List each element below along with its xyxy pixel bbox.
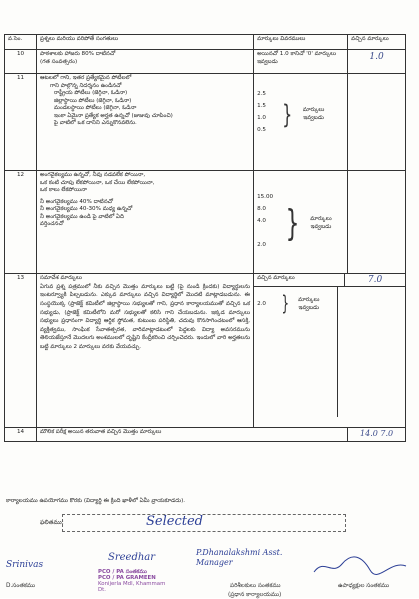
mark-value <box>257 230 281 242</box>
marks-label: మార్కులు ఇవ్వబడు <box>298 297 320 311</box>
row-line: ఆటలలో గాని, ఇతర ప్రత్యేకమైన పోటీలలో <box>40 75 132 81</box>
row-no: 14 <box>5 428 37 442</box>
row-no: 10 <box>5 50 37 74</box>
table-row <box>5 274 406 428</box>
table-row <box>5 428 406 442</box>
row-line: గాని పాల్గొన్న నిదర్శనం ఉండినచో <box>50 82 122 89</box>
row-no: 12 <box>5 171 37 274</box>
handwritten-mark: 1.0 <box>369 52 384 62</box>
row-got <box>348 428 406 442</box>
result-box <box>62 514 346 532</box>
mark-value: 0.5 <box>257 127 266 133</box>
table-row <box>5 74 406 171</box>
row-line: వర్తించనచో <box>40 221 64 228</box>
row-line: ఇంకా ఏమైనా ప్రత్యేక అర్హత ఉన్నచో (జుజువు చూపించి) <box>54 112 173 119</box>
mark-value: 15.00 <box>257 194 274 200</box>
result-value: Selected <box>146 514 203 529</box>
row-title: సమావేశ మార్కులు <box>40 275 82 281</box>
row-particulars <box>37 50 254 74</box>
marks-label: మార్కులు ఇవ్వబడు <box>310 216 332 230</box>
row-line: నీ అంగవైకల్యము ఉండి పై వాటిలో ఏది <box>40 213 124 220</box>
row-got <box>348 74 406 171</box>
signature-1: Srinivas <box>6 560 44 570</box>
table-row <box>5 50 406 74</box>
row-line: పాఠశాలకు హాజరు 80% దాటినచో <box>40 51 116 57</box>
mark-value: 2.0 <box>257 242 266 248</box>
brace-icon: } <box>281 291 290 316</box>
marks-label: మార్కులు ఇవ్వబడు <box>302 107 325 121</box>
col-marks-detail-header: మార్కులు వివరములు <box>254 35 348 50</box>
signature-scribble <box>310 552 410 580</box>
row-line: జిల్లాస్థాయి పోటీలు (జెగ్గినా, ఓడినా) <box>54 97 132 104</box>
signature-1-label: D.సంతకము <box>6 583 35 589</box>
stamp-line: PCO / PA GRAMEEN <box>98 574 156 581</box>
row-marks <box>254 74 348 171</box>
row-got <box>348 171 406 274</box>
mark-value: 8.0 <box>257 206 266 212</box>
row-marks <box>254 171 348 274</box>
row-line: పై వాటిలో ఒక దానిని ఎన్నుకొనవలెను. <box>54 120 137 127</box>
col-no-header: వ.సెం. <box>5 35 37 50</box>
row-marks-group <box>254 274 406 428</box>
row-no: 11 <box>5 74 37 171</box>
row-line: రాష్ట్రీయ పోటీలు (జెగ్గినా, ఓడినా) <box>54 90 128 97</box>
col-marks-got-header: వచ్చిన మార్కులు <box>348 35 406 50</box>
signature-3: P.Dhanalakshmi Asst. Manager <box>196 548 283 567</box>
row-line: ఒక కాలు లేకపోయినా <box>40 187 87 194</box>
table-header-row <box>5 35 406 50</box>
row-particulars <box>37 74 254 171</box>
brace-icon: } <box>282 100 293 130</box>
brace-icon: } <box>285 203 300 244</box>
stamp-line: Konijerla Mdl, Khammam Dt. <box>98 580 166 593</box>
row-line: నీ అంగవైకల్యము 40-30% మధ్య ఉన్నచో <box>40 206 133 213</box>
signature-5-label: ఉపాధ్యక్షుల సంతకము <box>338 583 389 589</box>
mark-value: 2.0 <box>257 301 266 308</box>
row-got <box>348 50 406 74</box>
row-body: ఏగువ ప్రశ్న పత్రములో నీకు వచ్చిన మొత్తం మార్కులు బట్టి (పై నుండి క్రిందకు) విద్యార్థులను ఇంటర్వ్యూకి పిల్చబడును. ఎక్కువ మార్కులు వచ్చిన విద్యార్థిలో మొదటి మాట్లాడబడును. ఈ సంస్థయొక్క (ప్రాజెక్ట్ కమిటీలో జిల్లాస్థాయి సభ్యులతో గాని, ప్రధాన కార్యాలయముతో వచ్చిన ఒక సభ్యుడు, (ప్రాజెక్ట్ కమిటీలోని మరో సభ్యులతో కలిసి గాని చేయబడును. ఇక్కడ మార్కులు సభ్యులు ప్రధానంగా విద్యార్థి ఆర్థిక స్థోమత, కుటుంబ పరిస్థితి, చదువు కొనసాగించటంలో ఆసక్తి, వ్యక్తిత్వము, సాంఘిక సేవాతత్పరత, వారిమాట్లాడటంలో పెద్దలకు విద్యా అవసరమును తెలియజేస్తూనే మొదలగు అంశములలో దృష్టిని కేంద్రీకరించి చర్చించెదరు. ఇందులో వారి అర్హతలను బట్టి మార్కులు 2 మార్కులు వరకు వేయవచ్చు. <box>40 283 251 351</box>
marks-table <box>4 34 406 442</box>
mark-value: 1.5 <box>257 103 266 109</box>
mark-value: 4.0 <box>257 218 266 224</box>
row-particulars <box>37 274 254 428</box>
row-particulars <box>37 171 254 274</box>
row-particulars: మౌలిక పరీక్ష అయిన తరువాత వచ్చిన మొత్తం మార్కులు <box>37 428 348 442</box>
official-stamp <box>98 570 168 594</box>
row-line: ఒక కంటి చూపు లేకపోయినా, ఒక చేయి లేకపోయినా, <box>40 179 155 186</box>
table-row <box>5 171 406 274</box>
col-particulars-header: ప్రశ్నలు మరియు వరిపోతే సంగతులు <box>37 35 254 50</box>
mark-value: 1.0 <box>257 115 266 121</box>
handwritten-mark: 7.0 <box>367 275 383 285</box>
signature-4-label: (ప్రధాన కార్యాలయము) <box>228 592 282 598</box>
row-line: (గత సంవత్సరం) <box>40 58 78 65</box>
row-line: అంగవైకల్యము ఉన్నచో, నీవు నడవలేక పోయినా, <box>40 172 146 178</box>
result-label: ఫలితము: <box>40 519 64 526</box>
row-marks: అయినచో 1.0 కానిచో '0' మార్కులు ఇవ్వబడు <box>254 50 348 74</box>
row-no: 13 <box>5 274 37 428</box>
office-use-note: కార్యాలయము ఉపయోగము కొరకు (విద్యార్థి ఈ క్రింది ఖాళీలో ఏమీ వ్రాయకూడదు). <box>6 498 186 504</box>
row-line: మండలస్థాయి పోటీలు (జెగ్గినా, ఓడినా <box>54 105 137 112</box>
signature-2: Sreedhar <box>108 552 156 563</box>
row-line: నీ అంగవైకల్యము 40% దాటినచో <box>40 198 114 205</box>
got-label: వచ్చిన మార్కులు <box>254 274 345 286</box>
handwritten-mark: 14.0 7.0 <box>360 429 394 438</box>
signature-3-label: పరిశీలకులు సంతకము <box>230 583 281 589</box>
stamp-line: PCO / PA సంతకము <box>98 569 147 575</box>
mark-value: 2.5 <box>257 91 266 97</box>
